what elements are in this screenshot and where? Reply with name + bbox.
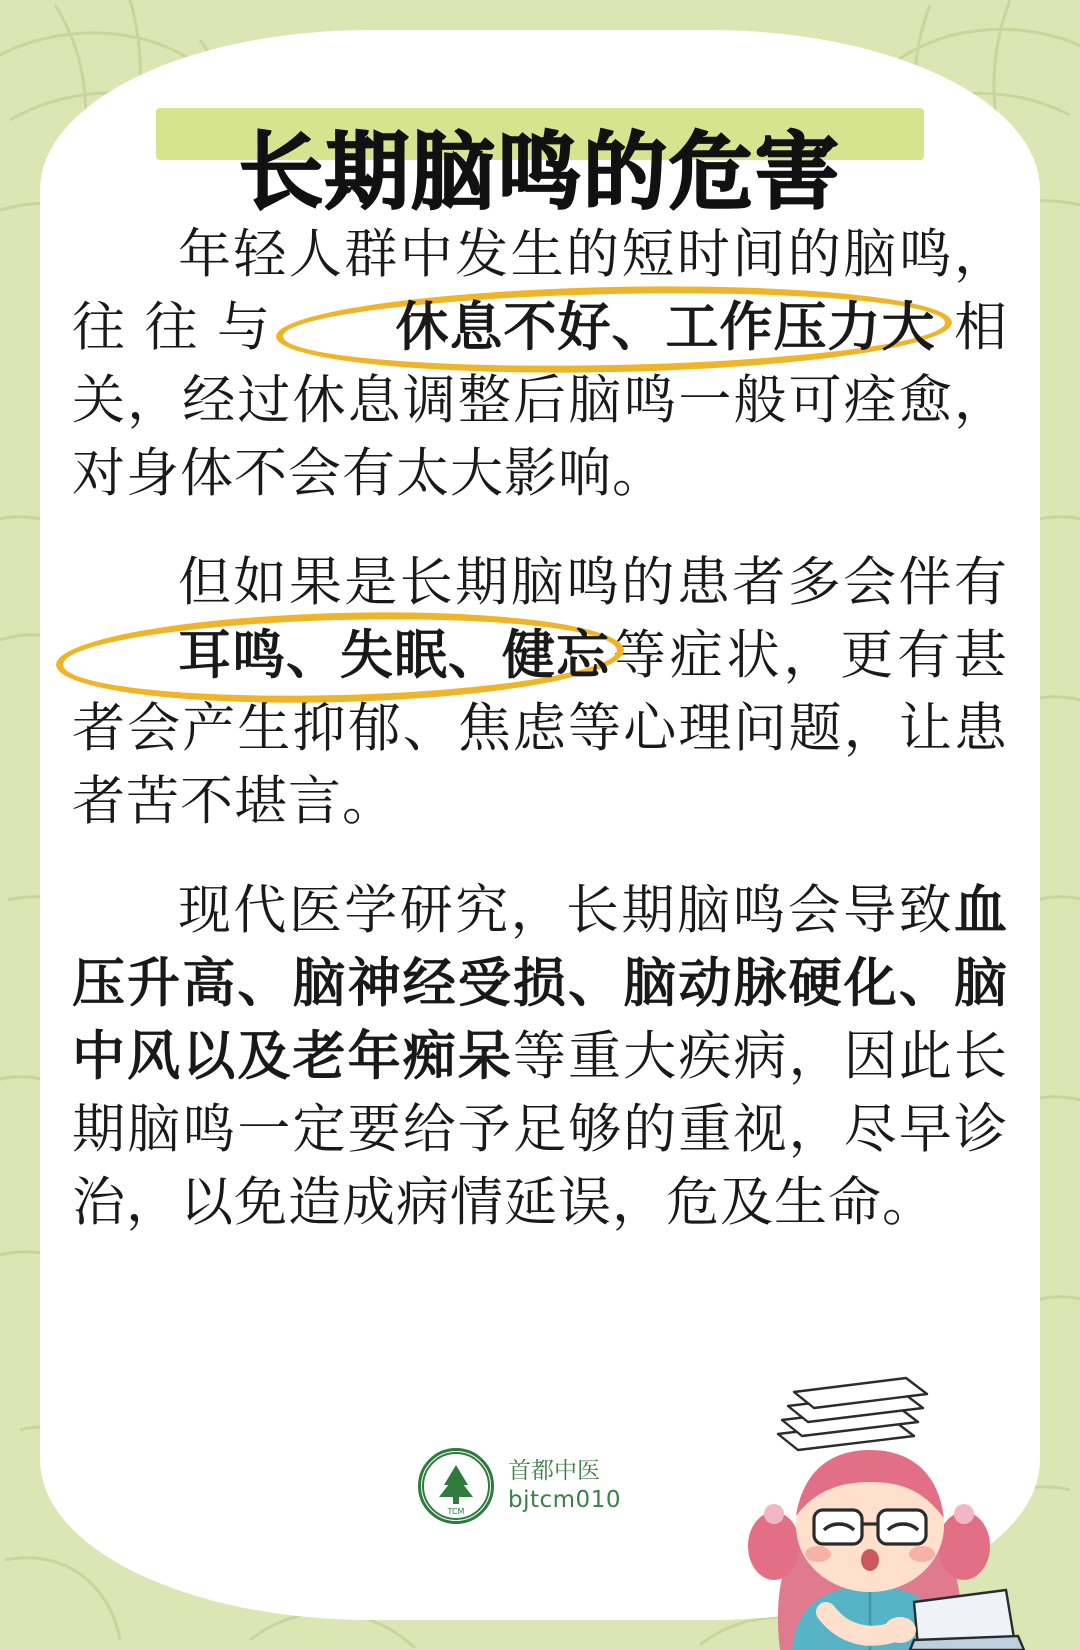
paragraph-2-highlight: [72, 619, 610, 692]
paragraph-3: [72, 874, 1008, 1239]
paragraph-2-segment-3: 等症状，更有甚者会产生抑郁、焦虑等心理问题，让患者苦不堪言。: [72, 625, 1008, 832]
paragraph-1: [72, 218, 1008, 510]
brand-watermark: [418, 1448, 621, 1524]
paragraph-1-segment-1: 年轻人群中发生的短时间的脑鸣，往往与: [72, 224, 1008, 358]
paragraph-3-segment-3: 等重大疾病，因此长期脑鸣一定要给予足够的重视，尽早诊治，以免造成病情延误，危及生命。: [72, 1026, 1008, 1233]
tcm-seal-glyph: [421, 1451, 491, 1521]
paragraph-1-highlight: [290, 291, 936, 364]
paragraph-2: [72, 546, 1008, 838]
paragraph-2-segment-1: 但如果是长期脑鸣的患者多会伴有: [178, 552, 1008, 613]
paragraph-1-segment-3: 相关，经过休息调整后脑鸣一般可痊愈，对身体不会有太大影响。: [72, 297, 1008, 504]
svg-text:TCM: TCM: [447, 1507, 465, 1516]
tcm-seal-icon: [418, 1448, 494, 1524]
article-body: [72, 218, 1008, 1275]
girl-at-desk-with-books-illustration: [718, 1350, 1038, 1650]
brand-name: 首都中医: [508, 1458, 600, 1485]
paragraph-3-segment-2: 血压升高、脑神经受损、脑动脉硬化、脑中风以及老年痴呆: [72, 880, 1008, 1087]
paragraph-3-segment-1: 现代医学研究，长期脑鸣会导致: [178, 880, 954, 941]
paragraph-2-segment-2: 耳鸣、失眠、健忘: [178, 625, 610, 686]
page-title: 长期脑鸣的危害: [238, 123, 841, 222]
brand-text: [508, 1457, 621, 1515]
paragraph-1-segment-2: 休息不好、工作压力大: [395, 297, 936, 358]
brand-handle: bjtcm010: [508, 1487, 621, 1513]
